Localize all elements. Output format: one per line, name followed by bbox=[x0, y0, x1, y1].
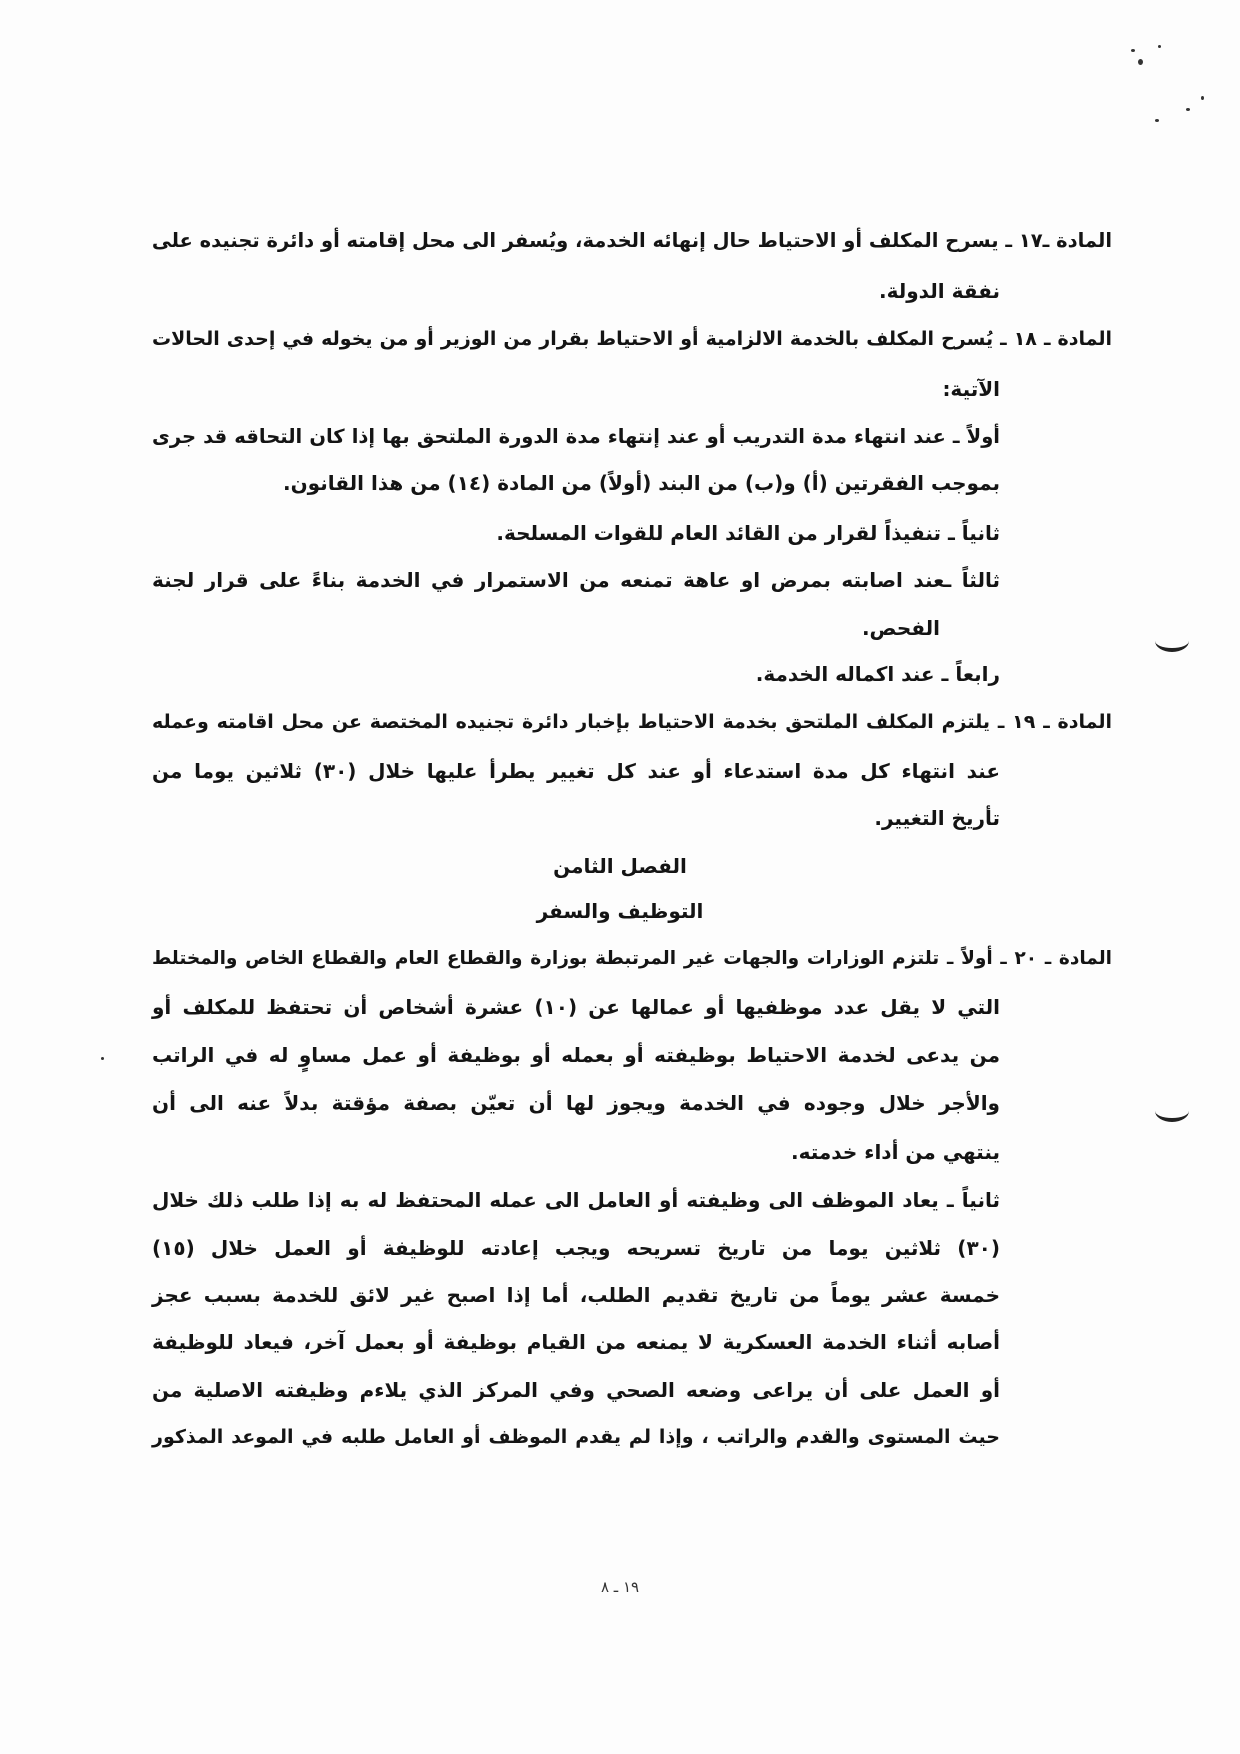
scan-speck bbox=[1131, 49, 1135, 52]
article-18-line-2: الآتية: bbox=[942, 377, 1000, 401]
article-17-line-1: المادة ـ١٧ ـ يسرح المكلف أو الاحتياط حال إنهائه الخدمة، ويُسفر الى محل إقامته أو دائرة تجنيده على bbox=[151, 229, 1112, 252]
scan-speck bbox=[1138, 59, 1143, 65]
chapter-title: الفصل الثامن bbox=[553, 854, 687, 878]
article-19-line-2: عند انتهاء كل مدة استدعاء أو عند كل تغيير يطرأ عليها خلال (٣٠) ثلاثين يوما من bbox=[152, 759, 1000, 783]
article-17-line-2: نفقة الدولة. bbox=[879, 279, 1000, 303]
article-18-item-1-line-2 bbox=[180, 468, 1000, 498]
page-number: ١٩ ـ ٨ bbox=[600, 1578, 640, 1596]
article-20-item-2-line-4: أصابه أثناء الخدمة العسكرية لا يمنعه من القيام بوظيفة أو بعمل آخر، فيعاد للوظيفة bbox=[152, 1330, 1000, 1354]
article-19-line-1: المادة ـ ١٩ ـ يلتزم المكلف الملتحق بخدمة الاحتياط بإخبار دائرة تجنيده المختصة عن محل اقامته وعمله bbox=[152, 711, 1113, 733]
article-20-line-1: المادة ـ ٢٠ ـ أولاً ـ تلتزم الوزارات والجهات غير المرتبطة بوزارة والقطاع العام والقطاع الخاص والمختلط bbox=[152, 948, 1112, 969]
scan-speck bbox=[1186, 108, 1190, 111]
article-19-line-3: تأريخ التغيير. bbox=[874, 806, 1000, 830]
scan-speck bbox=[101, 1057, 104, 1060]
article-18-item-4: رابعاً ـ عند اكماله الخدمة. bbox=[755, 662, 1000, 686]
article-20-item-2-line-1: ثانياً ـ يعاد الموظف الى وظيفته أو العامل الى عمله المحتفظ له به إذا طلب ذلك خلال bbox=[152, 1188, 1000, 1212]
article-18-item-3-line-1: ثالثاً ـعند اصابته بمرض او عاهة تمنعه من الاستمرار في الخدمة بناءً على قرار لجنة bbox=[152, 568, 1000, 592]
article-18-item-2: ثانياً ـ تنفيذاً لقرار من القائد العام للقوات المسلحة. bbox=[496, 521, 1000, 545]
article-20-line-2: التي لا يقل عدد موظفيها أو عمالها عن (١٠) عشرة أشخاص أن تحتفظ للمكلف أو bbox=[152, 995, 1001, 1019]
article-18-item-1-line-2-text: بموجب الفقرتين (أ) و(ب) من البند (أولاً) من المادة (١٤) من هذا القانون. bbox=[283, 471, 1000, 495]
article-20-line-5: ينتهي من أداء خدمته. bbox=[791, 1140, 1000, 1164]
article-18-line-1: المادة ـ ١٨ ـ يُسرح المكلف بالخدمة الالزامية أو الاحتياط بقرار من الوزير أو من يخوله في إحدى الحالات bbox=[152, 328, 1112, 350]
article-20-item-2-line-6: حيث المستوى والقدم والراتب ، وإذا لم يقدم الموظف أو العامل طلبه في الموعد المذكور bbox=[152, 1426, 1000, 1448]
article-20-item-2-line-5: أو العمل على أن يراعى وضعه الصحي وفي المركز الذي يلاءم وظيفته الاصلية من bbox=[152, 1378, 1000, 1402]
punch-hole-mark bbox=[1155, 630, 1189, 652]
scan-speck bbox=[1201, 96, 1204, 100]
scan-speck bbox=[1158, 45, 1161, 48]
article-20-line-4: والأجر خلال وجوده في الخدمة ويجوز لها أن تعيّن بصفة مؤقتة بدلاً عنه الى أن bbox=[152, 1091, 1000, 1115]
article-20-line-3: من يدعى لخدمة الاحتياط بوظيفته أو بعمله أو بوظيفة أو عمل مساوٍ له في الراتب bbox=[152, 1043, 1000, 1067]
article-18-item-1-line-1: أولاً ـ عند انتهاء مدة التدريب أو عند إنتهاء مدة الدورة الملتحق بها إذا كان التحاقه قد جرى bbox=[152, 425, 1000, 448]
article-18-item-3-line-2: الفحص. bbox=[861, 616, 940, 640]
punch-hole-mark bbox=[1155, 1100, 1189, 1122]
scan-speck bbox=[1155, 119, 1159, 122]
chapter-subtitle: التوظيف والسفر bbox=[536, 899, 704, 923]
article-20-item-2-line-2: (٣٠) ثلاثين يوما من تاريخ تسريحه ويجب إعادته للوظيفة أو العمل خلال (١٥) bbox=[152, 1236, 1000, 1260]
article-20-item-2-line-3: خمسة عشر يوماً من تاريخ تقديم الطلب، أما إذا اصبح غير لائق للخدمة بسبب عجز bbox=[152, 1283, 1000, 1307]
